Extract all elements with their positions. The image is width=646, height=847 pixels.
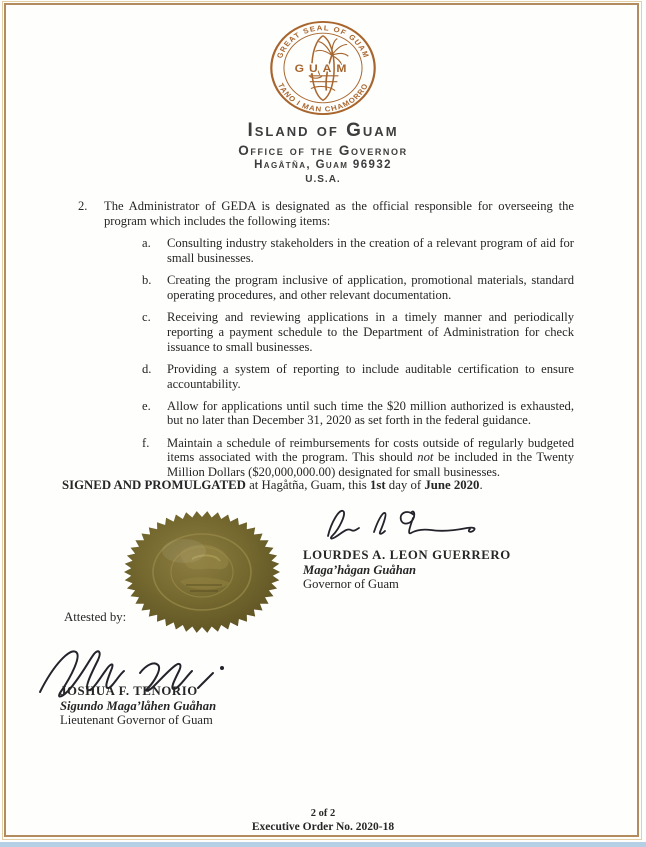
letterhead-usa: U.S.A. <box>305 174 341 186</box>
list-item-a <box>142 236 574 265</box>
promulgation-line <box>62 478 592 493</box>
governor-name: LOURDES A. LEON GUERRERO <box>303 548 511 562</box>
governor-signature <box>318 501 486 547</box>
list-item-e <box>142 399 574 428</box>
list-item-label: b. <box>142 273 152 288</box>
list-item-text: Receiving and reviewing applications in a timely manner and periodically reporting a payment schedule to the Department of Administration for check issuance to small businesses. <box>167 310 574 354</box>
seal-arc-bottom-text: TANO I MAN CHAMORRO <box>275 81 371 114</box>
scan-edge-strip <box>0 842 646 847</box>
gold-foil-seal-icon <box>122 511 282 635</box>
numbered-item-2 <box>78 199 574 228</box>
list-item-label: c. <box>142 310 151 325</box>
list-item-b <box>142 273 574 302</box>
governor-title-english: Governor of Guam <box>303 577 399 591</box>
promulgation-period: . <box>479 478 483 492</box>
list-item-label: e. <box>142 398 151 413</box>
seal-arc-top-text: GREAT SEAL OF GUAM <box>274 23 372 60</box>
list-item-label: d. <box>142 361 152 376</box>
list-item-d <box>142 362 574 391</box>
promulgation-place: at Hagåtña, Guam, this <box>245 478 370 492</box>
letterhead-address: Hagåtña, Guam 96932 <box>254 159 392 172</box>
list-item-c <box>142 310 574 354</box>
list-item-text <box>167 436 574 480</box>
svg-text:GREAT SEAL OF GUAM <box>275 24 371 60</box>
item-f-pre: Maintain a schedule of reimbursements for costs outside of regularly budgeted items associated with the program. This should <box>167 435 574 465</box>
governor-signature-block <box>303 548 511 592</box>
item-f-post: be included in the Twenty Million Dollars ($20,000,000.00) designated for small businesses. <box>167 450 574 480</box>
attested-by-label: Attested by: <box>64 610 127 624</box>
promulgation-lead: SIGNED AND PROMULGATED <box>62 478 246 492</box>
lt-governor-title-chamorro: Sigundo Maga’låhen Guåhan <box>60 698 217 713</box>
body-text <box>78 199 574 487</box>
promulgation-day: 1st <box>369 478 386 492</box>
list-item-text: Consulting industry stakeholders in the creation of a relevant program of aid for small businesses. <box>167 236 574 266</box>
letterhead-office: Office of the Governor <box>238 142 408 158</box>
footer <box>0 808 646 834</box>
guam-great-seal-icon <box>268 19 378 117</box>
subitem-list <box>142 236 574 479</box>
item-number: 2. <box>78 199 88 213</box>
lt-governor-signature-block <box>60 684 216 728</box>
lt-governor-name: JOSHUA F. TENORIO <box>60 684 198 698</box>
list-item-label: f. <box>142 435 150 450</box>
letterhead <box>0 121 646 186</box>
seal-center-text: GUAM <box>294 63 352 75</box>
list-item-text: Allow for applications until such time the $20 million authorized is exhausted, but no later than December 31, 2020 as set forth in the federal guidance. <box>167 398 574 428</box>
governor-title-chamorro: Maga’hågan Guåhan <box>303 562 417 577</box>
item-2-text: The Administrator of GEDA is designated as the official responsible for overseeing the program which includes the following items: <box>104 199 574 228</box>
page-number: 2 of 2 <box>310 808 336 819</box>
lt-governor-title-english: Lieutenant Governor of Guam <box>60 713 213 727</box>
list-item-f <box>142 436 574 480</box>
list-item-text: Creating the program inclusive of application, promotional materials, standard operating procedures, and other relevant documentation. <box>167 273 574 303</box>
promulgation-date: June 2020 <box>424 478 480 492</box>
letterhead-island: Island of Guam <box>247 120 399 141</box>
promulgation-dayof: day of <box>385 478 425 492</box>
list-item-text: Providing a system of reporting to include auditable certification to ensure accountability. <box>167 361 574 391</box>
executive-order-number: Executive Order No. 2020-18 <box>251 820 395 833</box>
item-f-italic-word: not <box>417 450 434 465</box>
list-item-label: a. <box>142 236 151 251</box>
